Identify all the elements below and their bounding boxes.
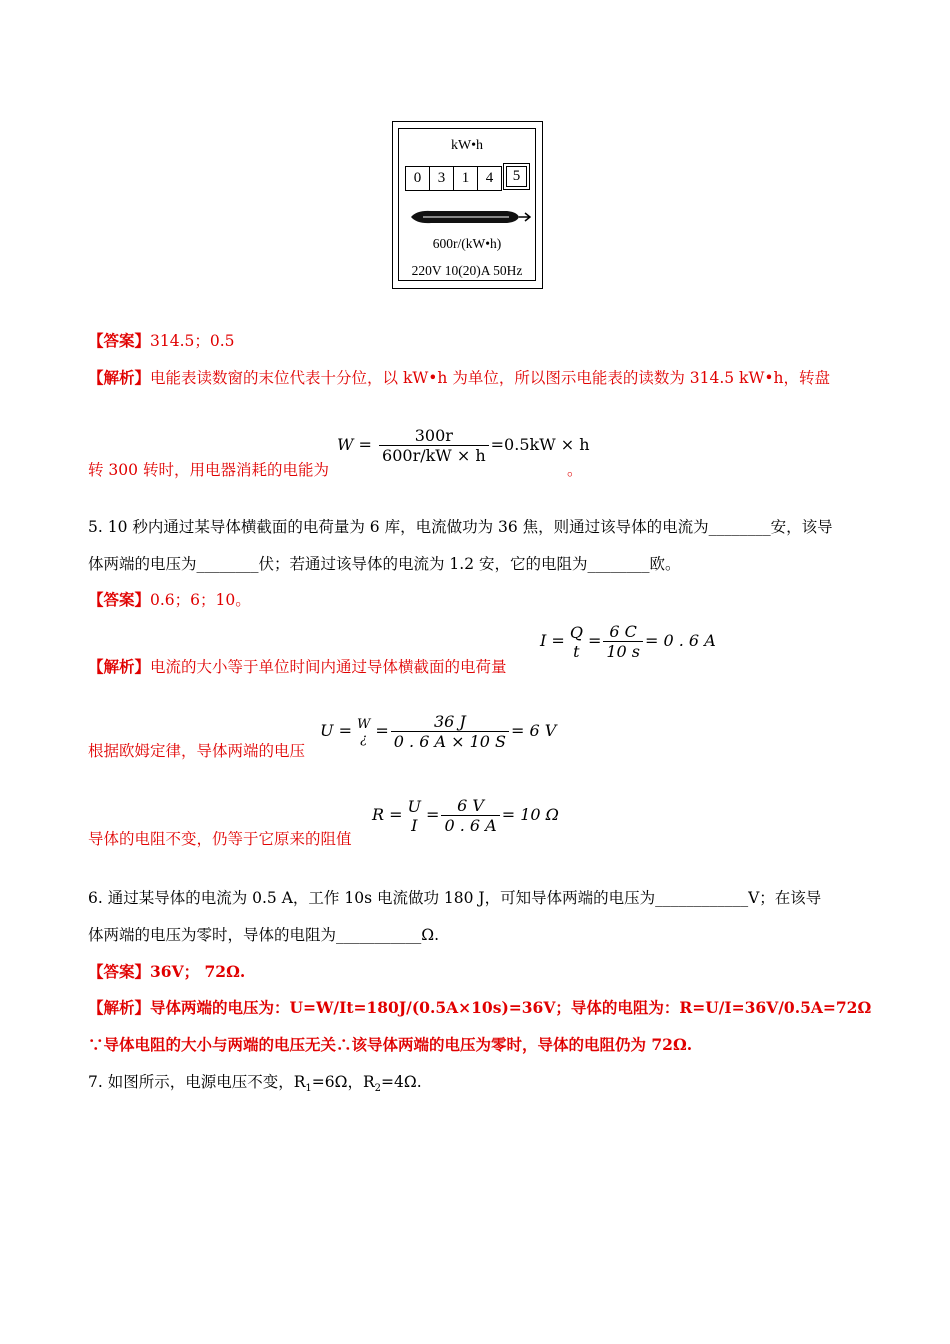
fraction-numerator: 300r bbox=[414, 426, 453, 445]
fraction-numerator: 6 C bbox=[609, 622, 637, 641]
meter-panel bbox=[398, 128, 536, 281]
meter-revolution-constant: 600r/(kW•h) bbox=[432, 236, 502, 251]
answer-tag: 【答案】 bbox=[88, 331, 151, 350]
q5-resistance-formula bbox=[372, 796, 559, 835]
meter-digit: 1 bbox=[453, 166, 478, 191]
answer-blank: ____________ bbox=[655, 889, 749, 907]
subscript-2: 2 bbox=[374, 1083, 382, 1095]
meter-reading-window bbox=[406, 166, 527, 191]
question-text-end: Ω. bbox=[421, 926, 440, 944]
formula-fraction bbox=[354, 717, 373, 747]
answer-text: 36V； 72Ω. bbox=[150, 962, 246, 981]
analysis-text: 电流的大小等于单位时间内通过导体横截面的电荷量 bbox=[150, 658, 507, 676]
fraction-denominator: 10 s bbox=[603, 641, 643, 661]
formula-fraction bbox=[379, 426, 489, 465]
answer-text: 314.5；0.5 bbox=[150, 332, 235, 350]
question-text: 7. 如图所示，电源电压不变，R bbox=[88, 1073, 306, 1091]
analysis-text: 导体两端的电压为：U=W/It=180J/(0.5A×10s)=36V；导体的电阻为：R=U/I=36V/0.5A=72Ω bbox=[150, 998, 872, 1017]
meter-unit-label: kW•h bbox=[450, 138, 484, 153]
fraction-numerator: Q bbox=[569, 622, 583, 642]
formula-fraction bbox=[603, 622, 643, 661]
analysis-tag: 【解析】 bbox=[88, 998, 151, 1017]
fraction-denominator: 600r/kW × h bbox=[379, 445, 489, 465]
analysis-tag: 【解析】 bbox=[88, 657, 151, 676]
q4-period: 。 bbox=[567, 461, 583, 479]
question-text-end: V；在该导 bbox=[748, 889, 822, 907]
fraction-numerator: 6 V bbox=[457, 796, 484, 815]
answer-text: 0.6；6；10。 bbox=[150, 591, 251, 609]
q5-analysis-3: 导体的电阻不变，仍等于它原来的阻值 bbox=[88, 830, 352, 848]
q4-analysis-line-1 bbox=[88, 368, 830, 388]
answer-tag: 【答案】 bbox=[88, 590, 151, 609]
fraction-numerator: W bbox=[356, 716, 371, 732]
q4-analysis-line-2: 转 300 转时，用电器消耗的电能为 bbox=[88, 461, 329, 479]
answer-blank: ___________ bbox=[336, 926, 422, 944]
formula-rhs: =0.5kW × h bbox=[490, 435, 590, 454]
meter-digit: 4 bbox=[477, 166, 502, 191]
subscript-1: 1 bbox=[305, 1083, 312, 1095]
formula-lhs: R = bbox=[372, 805, 403, 824]
formula-fraction bbox=[405, 797, 424, 835]
analysis-text: 电能表读数窗的末位代表十分位，以 kW•h 为单位，所以图示电能表的读数为 314.5 kW•h，转盘 bbox=[150, 369, 830, 387]
q4-answer bbox=[88, 331, 235, 351]
formula-fraction bbox=[391, 712, 509, 751]
fraction-denominator: 0 . 6 A × 10 S bbox=[391, 731, 509, 751]
formula-rhs: = 0 . 6 A bbox=[645, 631, 716, 650]
q7-question bbox=[88, 1072, 422, 1099]
question-text: 体两端的电压为零时，导体的电阻为 bbox=[88, 926, 337, 944]
analysis-tag: 【解析】 bbox=[88, 368, 151, 387]
q6-question-line-2 bbox=[88, 925, 439, 945]
answer-tag: 【答案】 bbox=[88, 962, 151, 981]
q5-analysis-2: 根据欧姆定律，导体两端的电压 bbox=[88, 742, 306, 760]
q5-question-line-2: 体两端的电压为________伏；若通过该导体的电流为 1.2 安，它的电阻为________欧。 bbox=[88, 555, 681, 573]
q5-analysis-1 bbox=[88, 657, 507, 677]
fraction-denominator: ¿ bbox=[360, 731, 368, 747]
question-text-end: =4Ω. bbox=[381, 1073, 422, 1091]
q6-analysis-1 bbox=[88, 998, 871, 1018]
q6-question-line-1 bbox=[88, 888, 821, 908]
formula-fraction bbox=[441, 796, 499, 835]
formula-lhs: W = bbox=[337, 435, 372, 454]
fraction-numerator: U bbox=[407, 796, 422, 816]
electricity-meter-figure bbox=[392, 121, 543, 289]
fraction-denominator: t bbox=[573, 641, 580, 661]
meter-digit: 3 bbox=[429, 166, 454, 191]
fraction-denominator: I bbox=[411, 815, 418, 835]
formula-fraction bbox=[567, 623, 586, 661]
formula-rhs: = 10 Ω bbox=[501, 805, 559, 824]
formula-lhs: U = bbox=[320, 721, 352, 740]
formula-equals: = bbox=[426, 805, 440, 824]
question-text: 6. 通过某导体的电流为 0.5 A，工作 10s 电流做功 180 J，可知导体两端的电压为 bbox=[88, 889, 656, 907]
q5-current-formula bbox=[540, 622, 716, 661]
formula-equals: = bbox=[375, 721, 389, 740]
q5-answer bbox=[88, 590, 251, 610]
formula-equals: = bbox=[587, 631, 602, 650]
q6-answer bbox=[88, 962, 245, 982]
q5-question-line-1: 5. 10 秒内通过某导体横截面的电荷量为 6 库，电流做功为 36 焦，则通过该导体的电流为________安，该导 bbox=[88, 518, 833, 536]
question-text-mid: =6Ω，R bbox=[311, 1073, 375, 1091]
fraction-denominator: 0 . 6 A bbox=[441, 815, 499, 835]
formula-rhs: = 6 V bbox=[511, 721, 557, 740]
meter-digit-tenths: 5 bbox=[506, 166, 527, 187]
q4-energy-formula bbox=[337, 426, 590, 465]
formula-lhs: I = bbox=[540, 631, 565, 650]
fraction-numerator: 36 J bbox=[433, 712, 466, 731]
q5-voltage-formula bbox=[320, 712, 556, 751]
meter-digit: 0 bbox=[405, 166, 430, 191]
meter-specification: 220V 10(20)A 50Hz bbox=[411, 263, 523, 278]
rotating-disc-icon bbox=[409, 209, 531, 225]
q6-analysis-2: ∵导体电阻的大小与两端的电压无关∴该导体两端的电压为零时，导体的电阻仍为 72Ω. bbox=[88, 1035, 693, 1054]
